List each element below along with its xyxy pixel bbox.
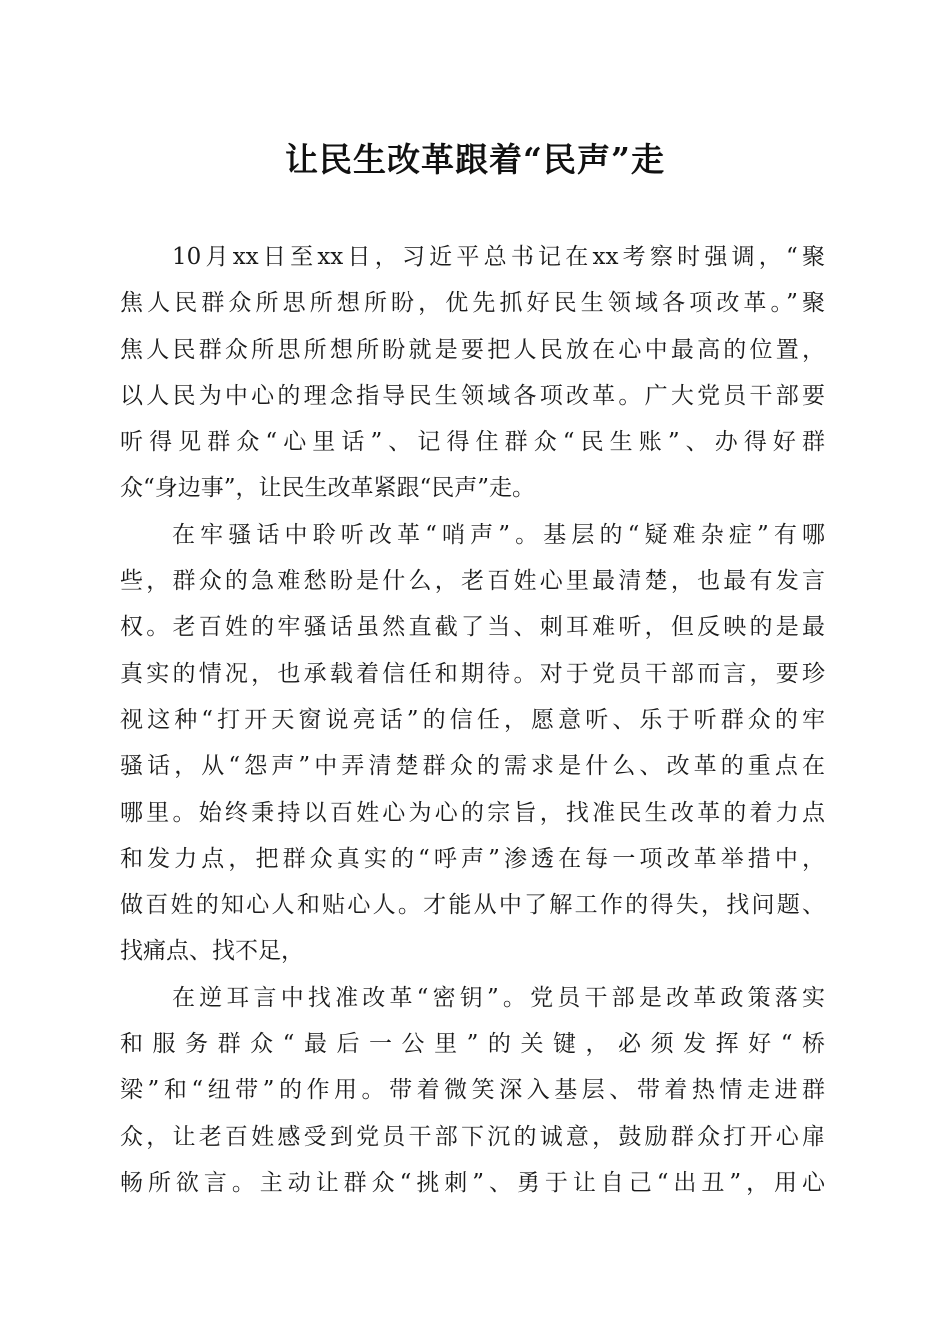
paragraph-2-line-1: 在牢骚话中聆听改革“哨声”。基层的“疑难杂症”有哪 [172, 521, 825, 548]
paragraph-3-line-5: 畅所欲言。主动让群众“挑刺”、勇于让自己“出丑”，用心 [120, 1169, 825, 1196]
paragraph-3-line-4: 众，让老百姓感受到党员干部下沉的诚意，鼓励群众打开心扉 [120, 1123, 825, 1150]
paragraph-1-line-5: 听得见群众“心里话”、记得住群众“民生账”、办得好群 [120, 429, 825, 456]
paragraph-1-line-6: 众“身边事”，让民生改革紧跟“民声”走。 [120, 475, 536, 502]
paragraph-3-line-2: 和服务群众“最后一公里”的关键，必须发挥好“桥 [120, 1031, 825, 1058]
paragraph-2-line-8: 和发力点，把群众真实的“呼声”渗透在每一项改革举措中， [120, 845, 825, 872]
paragraph-3-line-3: 梁”和“纽带”的作用。带着微笑深入基层、带着热情走进群 [120, 1077, 825, 1104]
paragraph-1-line-1: 10月xx日至xx日，习近平总书记在xx考察时强调，“聚 [172, 244, 825, 270]
paragraph-2-line-3: 权。老百姓的牢骚话虽然直截了当、刺耳难听，但反映的是最 [120, 614, 825, 641]
paragraph-2-line-4: 真实的情况，也承载着信任和期待。对于党员干部而言，要珍 [120, 660, 825, 687]
paragraph-1-line-3: 焦人民群众所思所想所盼就是要把人民放在心中最高的位置， [120, 336, 825, 363]
paragraph-2-line-6: 骚话，从“怨声”中弄清楚群众的需求是什么、改革的重点在 [120, 753, 825, 780]
paragraph-1-line-4: 以人民为中心的理念指导民生领域各项改革。广大党员干部要 [120, 382, 825, 409]
paragraph-1-line-2: 焦人民群众所思所想所盼，优先抓好民生领域各项改革。”聚 [120, 290, 825, 317]
paragraph-2-line-2: 些，群众的急难愁盼是什么，老百姓心里最清楚，也最有发言 [120, 568, 825, 595]
paragraph-2-line-7: 哪里。始终秉持以百姓心为心的宗旨，找准民生改革的着力点 [120, 799, 825, 826]
document-title: 让民生改革跟着“民声”走 [285, 140, 665, 179]
paragraph-3-line-1: 在逆耳言中找准改革“密钥”。党员干部是改革政策落实 [172, 984, 825, 1011]
paragraph-2-line-9: 做百姓的知心人和贴心人。才能从中了解工作的得失，找问题、 [120, 892, 825, 919]
document-body [120, 234, 825, 1206]
paragraph-2-line-5: 视这种“打开天窗说亮话”的信任，愿意听、乐于听群众的牢 [120, 706, 825, 733]
paragraph-2-line-10: 找痛点、找不足， [120, 938, 304, 965]
